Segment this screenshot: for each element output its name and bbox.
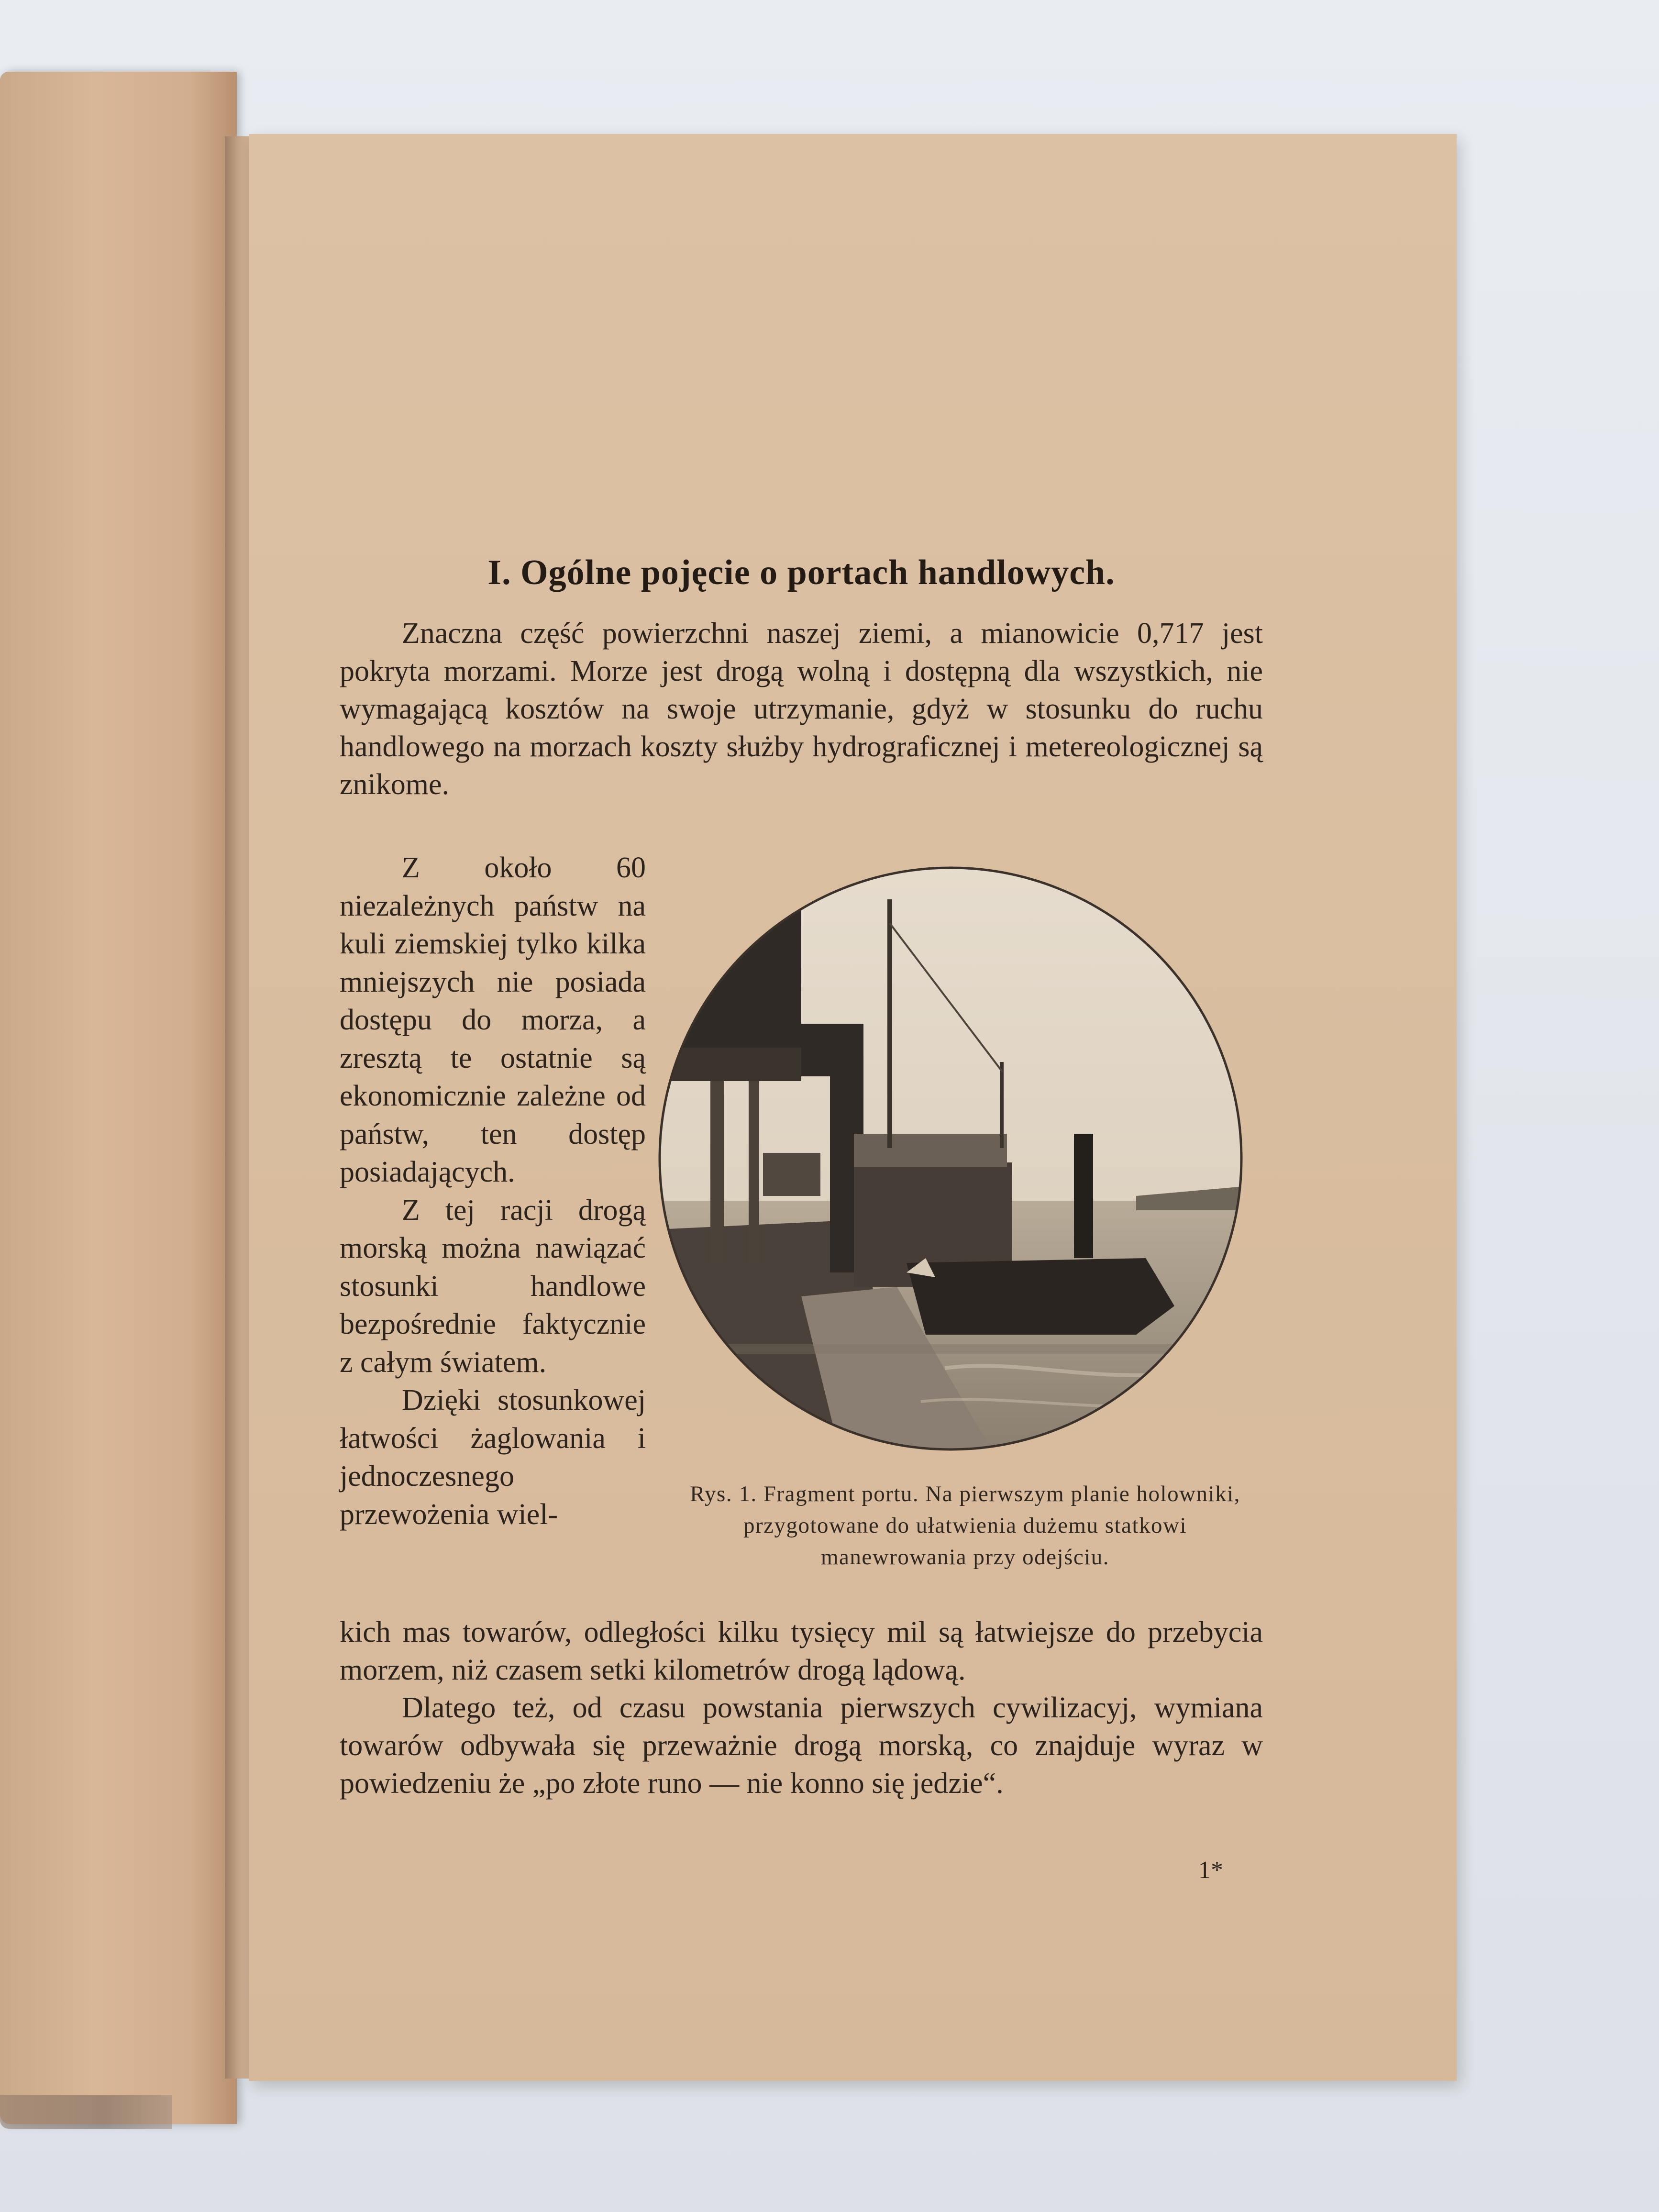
book-binding-bottom <box>0 2095 172 2129</box>
intro-paragraph-block <box>340 615 1263 804</box>
side-paragraph-3: Dzięki stosunkowej łatwości żaglowania i jednoczesnego przewożenia wiel- <box>340 1384 646 1531</box>
left-page <box>0 72 237 2124</box>
continuation-paragraph: kich mas towarów, odległości kilku tysięcy mil są łatwiejsze do przebycia morzem, niż czasem setki kilometrów drogą lądową. <box>340 1616 1263 1686</box>
figure-caption: Rys. 1. Fragment portu. Na pierwszym planie holowniki, przygotowane do ułatwienia dużemu statkowi manewrowania przy odejściu. <box>690 1482 1240 1570</box>
side-paragraph-1: Z około 60 niezależnych państw na kuli ziemskiej tylko kilka mniejszych nie posiada dostępu do morza, a zresztą te ostatnie są ekonomicznie zależne od państw, ten dostęp posiadających. <box>340 852 646 1188</box>
side-paragraph-2: Z tej racji drogą morską można nawiązać stosunki handlowe bezpośrednie faktycznie z całym światem. <box>340 1194 646 1379</box>
port-photograph-illustration <box>658 866 1244 1452</box>
intro-paragraph: Znaczna część powierzchni naszej ziemi, a mianowicie 0,717 jest pokryta morzami. Morze jest drogą wolną i dostępną dla wszystkich, nie wymagającą kosztów na swoje utrzymanie, gdyż w stosunku do ruchu handlowego na morzach koszty służby hydrograficznej i metereologicznej są znikome. <box>340 617 1263 801</box>
port-illustration-svg <box>658 866 1244 1452</box>
chapter-title: I. Ogólne pojęcie o portach handlowych. <box>487 553 1115 592</box>
continuation-block <box>340 1614 1263 1803</box>
page-number: 1* <box>1198 1857 1223 1884</box>
closing-paragraph: Dlatego też, od czasu powstania pierwszych cywilizacyj, wymiana towarów odbywała się przeważnie drogą morską, co znajduje wyraz w powiedzeniu że „po złote runo — nie konno się jedzie“. <box>340 1692 1263 1800</box>
side-column <box>340 849 646 1534</box>
